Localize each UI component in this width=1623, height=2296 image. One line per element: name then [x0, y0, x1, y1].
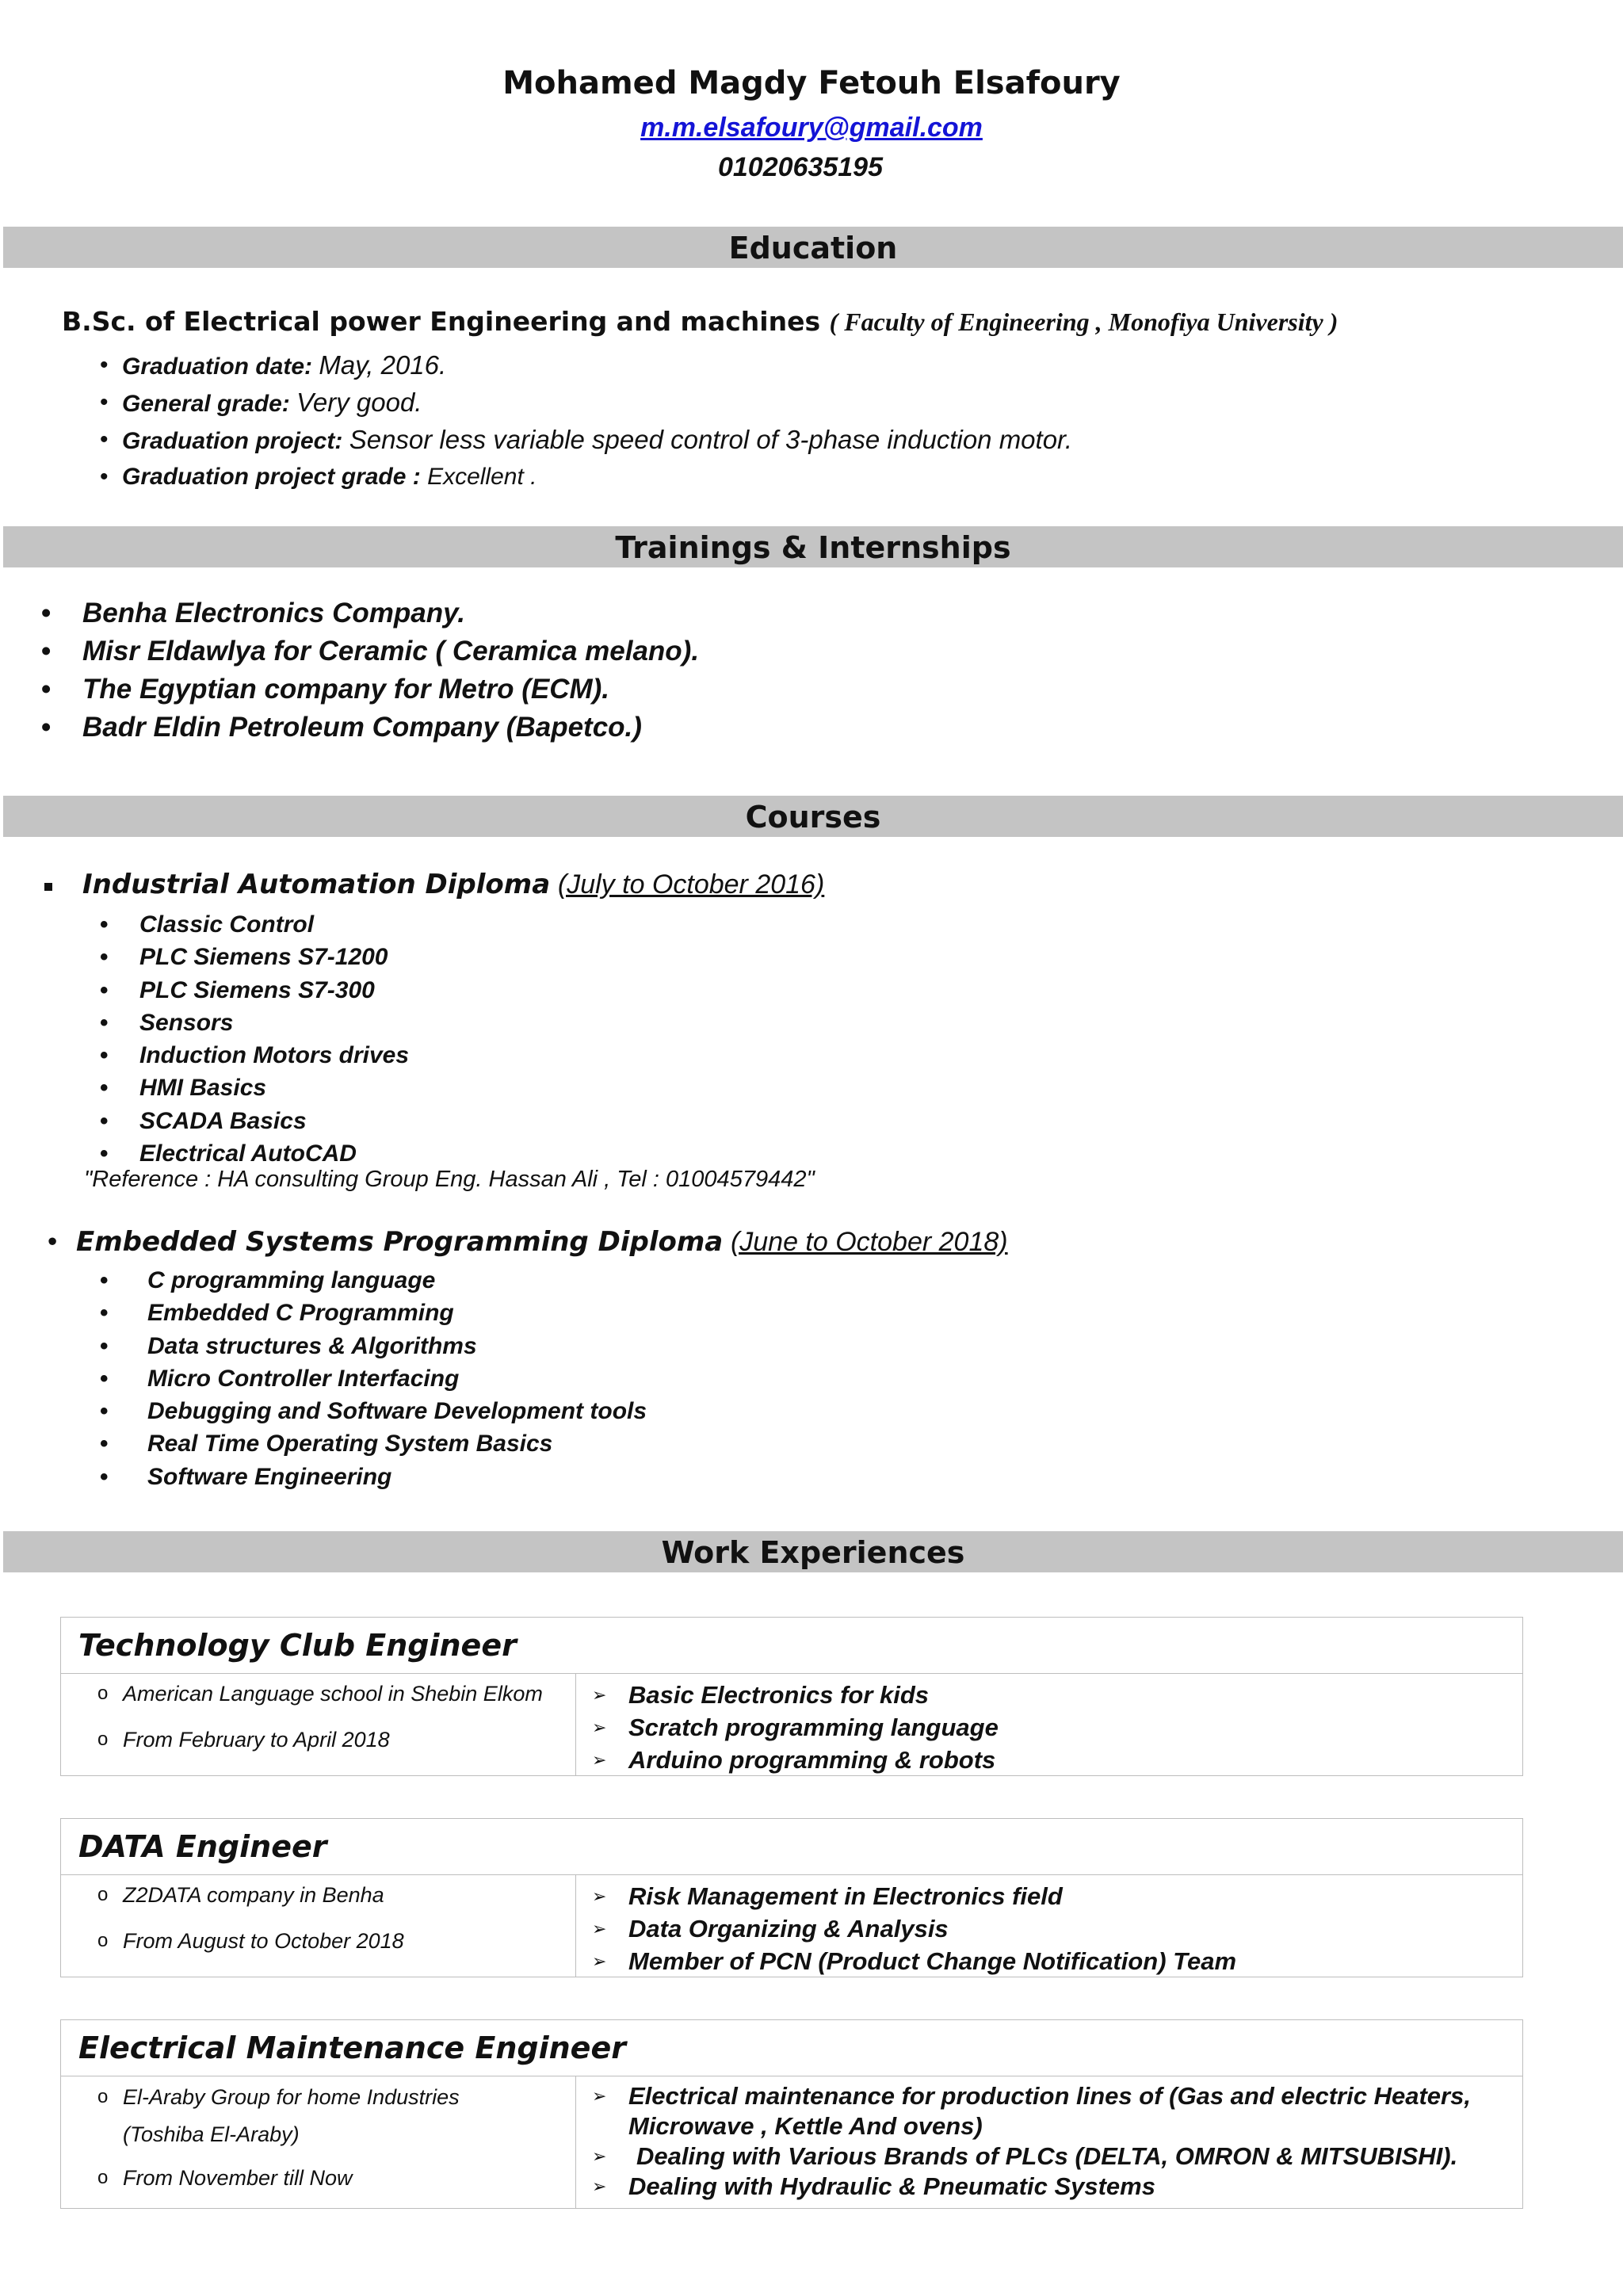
job-details [61, 1674, 576, 1775]
list-item: o El-Araby Group for home Industries [123, 2078, 575, 2116]
list-item: • Software Engineering [147, 1461, 647, 1493]
email-link[interactable]: m.m.elsafoury@gmail.com [640, 113, 983, 143]
list-item: • HMI Basics [139, 1072, 409, 1104]
list-item [122, 422, 1072, 459]
list-item: ➢ Data Organizing & Analysis [628, 1912, 1522, 1945]
list-item: • C programming language [147, 1264, 647, 1297]
list-item: • Sensors [139, 1007, 409, 1039]
list-item: • PLC Siemens S7-1200 [139, 941, 409, 973]
detail-key: Graduation project grade : [122, 464, 421, 490]
list-item: • Real Time Operating System Basics [147, 1427, 647, 1460]
detail-key: General grade: [122, 391, 290, 417]
detail-value: Sensor less variable speed control of 3-phase induction motor. [349, 425, 1072, 454]
list-item: • Embedded C Programming [147, 1297, 647, 1329]
list-item: • Data structures & Algorithms [147, 1330, 647, 1362]
job-body [61, 1875, 1522, 1977]
trainings-list [82, 594, 699, 747]
list-item: o Z2DATA company in Benha [123, 1872, 575, 1918]
detail-key: Graduation project: [122, 428, 343, 454]
course-title: Industrial Automation Diploma [82, 869, 551, 900]
list-item: • Debugging and Software Development tools [147, 1395, 647, 1427]
course-dates: (July to October 2016) [557, 869, 825, 900]
list-item: • Classic Control [139, 908, 409, 941]
list-item: • Badr Eldin Petroleum Company (Bapetco.) [82, 709, 699, 747]
list-item: o From August to October 2018 [123, 1918, 575, 1964]
list-item: • PLC Siemens S7-300 [139, 974, 409, 1007]
phone-number: 01020635195 [717, 152, 883, 182]
list-item [122, 347, 1072, 384]
course-reference: "Reference : HA consulting Group Eng. Hassan Ali , Tel : 01004579442" [84, 1167, 815, 1192]
courses-heading: Courses [3, 796, 1623, 837]
list-item: • SCADA Basics [139, 1105, 409, 1137]
list-item: • The Egyptian company for Metro (ECM). [82, 670, 699, 709]
job-title: Electrical Maintenance Engineer [61, 2020, 1522, 2076]
list-item: • Electrical AutoCAD [139, 1137, 409, 1170]
course-header [76, 1226, 1008, 1258]
list-item: • Benha Electronics Company. [82, 594, 699, 632]
list-item: ➢ Dealing with Various Brands of PLCs (DELTA, OMRON & MITSUBISHI). [628, 2141, 1522, 2172]
education-heading: Education [3, 227, 1623, 268]
course-topics [147, 1264, 647, 1493]
course-topics [139, 908, 409, 1170]
job-card [60, 1818, 1523, 1977]
detail-value: Very good. [296, 388, 422, 417]
list-item: ➢ Arduino programming & robots [628, 1744, 1522, 1776]
job-tasks [576, 1674, 1522, 1775]
list-item: ➢ Risk Management in Electronics field [628, 1880, 1522, 1912]
list-item: • Misr Eldawlya for Ceramic ( Ceramica melano). [82, 632, 699, 670]
list-item: ➢ Scratch programming language [628, 1711, 1522, 1744]
degree-title: B.Sc. of Electrical power Engineering and machines [62, 306, 821, 337]
job-title: DATA Engineer [61, 1819, 1522, 1875]
degree-institution: ( Faculty of Engineering , Monofiya University ) [829, 308, 1338, 336]
job-tasks [576, 1875, 1522, 1977]
job-title: Technology Club Engineer [61, 1618, 1522, 1674]
list-item: o From February to April 2018 [123, 1717, 575, 1763]
job-body [61, 2076, 1522, 2208]
job-details [61, 2076, 576, 2208]
list-item: • Micro Controller Interfacing [147, 1362, 647, 1395]
candidate-name: Mohamed Magdy Fetouh Elsafoury [502, 65, 1121, 101]
course-title: Embedded Systems Programming Diploma [76, 1226, 724, 1258]
list-item: o From November till Now [123, 2153, 575, 2203]
detail-value: Excellent . [427, 464, 537, 490]
education-details [122, 347, 1072, 495]
work-heading: Work Experiences [3, 1531, 1623, 1572]
list-item: ➢ Member of PCN (Product Change Notification) Team [628, 1945, 1522, 1977]
job-card [60, 2019, 1523, 2209]
course-dates: (June to October 2018) [730, 1227, 1008, 1257]
list-item: • Induction Motors drives [139, 1039, 409, 1072]
detail-value: May, 2016. [319, 350, 447, 380]
list-item: ➢ Electrical maintenance for production lines of (Gas and electric Heaters, Microwave , Kettle And ovens) [628, 2081, 1522, 2141]
job-body [61, 1674, 1522, 1775]
trainings-heading: Trainings & Internships [3, 526, 1623, 567]
job-tasks [576, 2076, 1522, 2208]
list-item: ➢ Dealing with Hydraulic & Pneumatic Systems [628, 2172, 1522, 2202]
list-item [122, 384, 1072, 422]
course-header [82, 869, 824, 900]
list-item [122, 459, 1072, 495]
detail-key: Graduation date: [122, 353, 313, 380]
list-item: (Toshiba El-Araby) [123, 2122, 300, 2146]
job-details [61, 1875, 576, 1977]
list-item: o American Language school in Shebin Elkom [123, 1671, 575, 1717]
degree-line [62, 306, 1338, 337]
job-card [60, 1617, 1523, 1776]
list-item: ➢ Basic Electronics for kids [628, 1679, 1522, 1711]
